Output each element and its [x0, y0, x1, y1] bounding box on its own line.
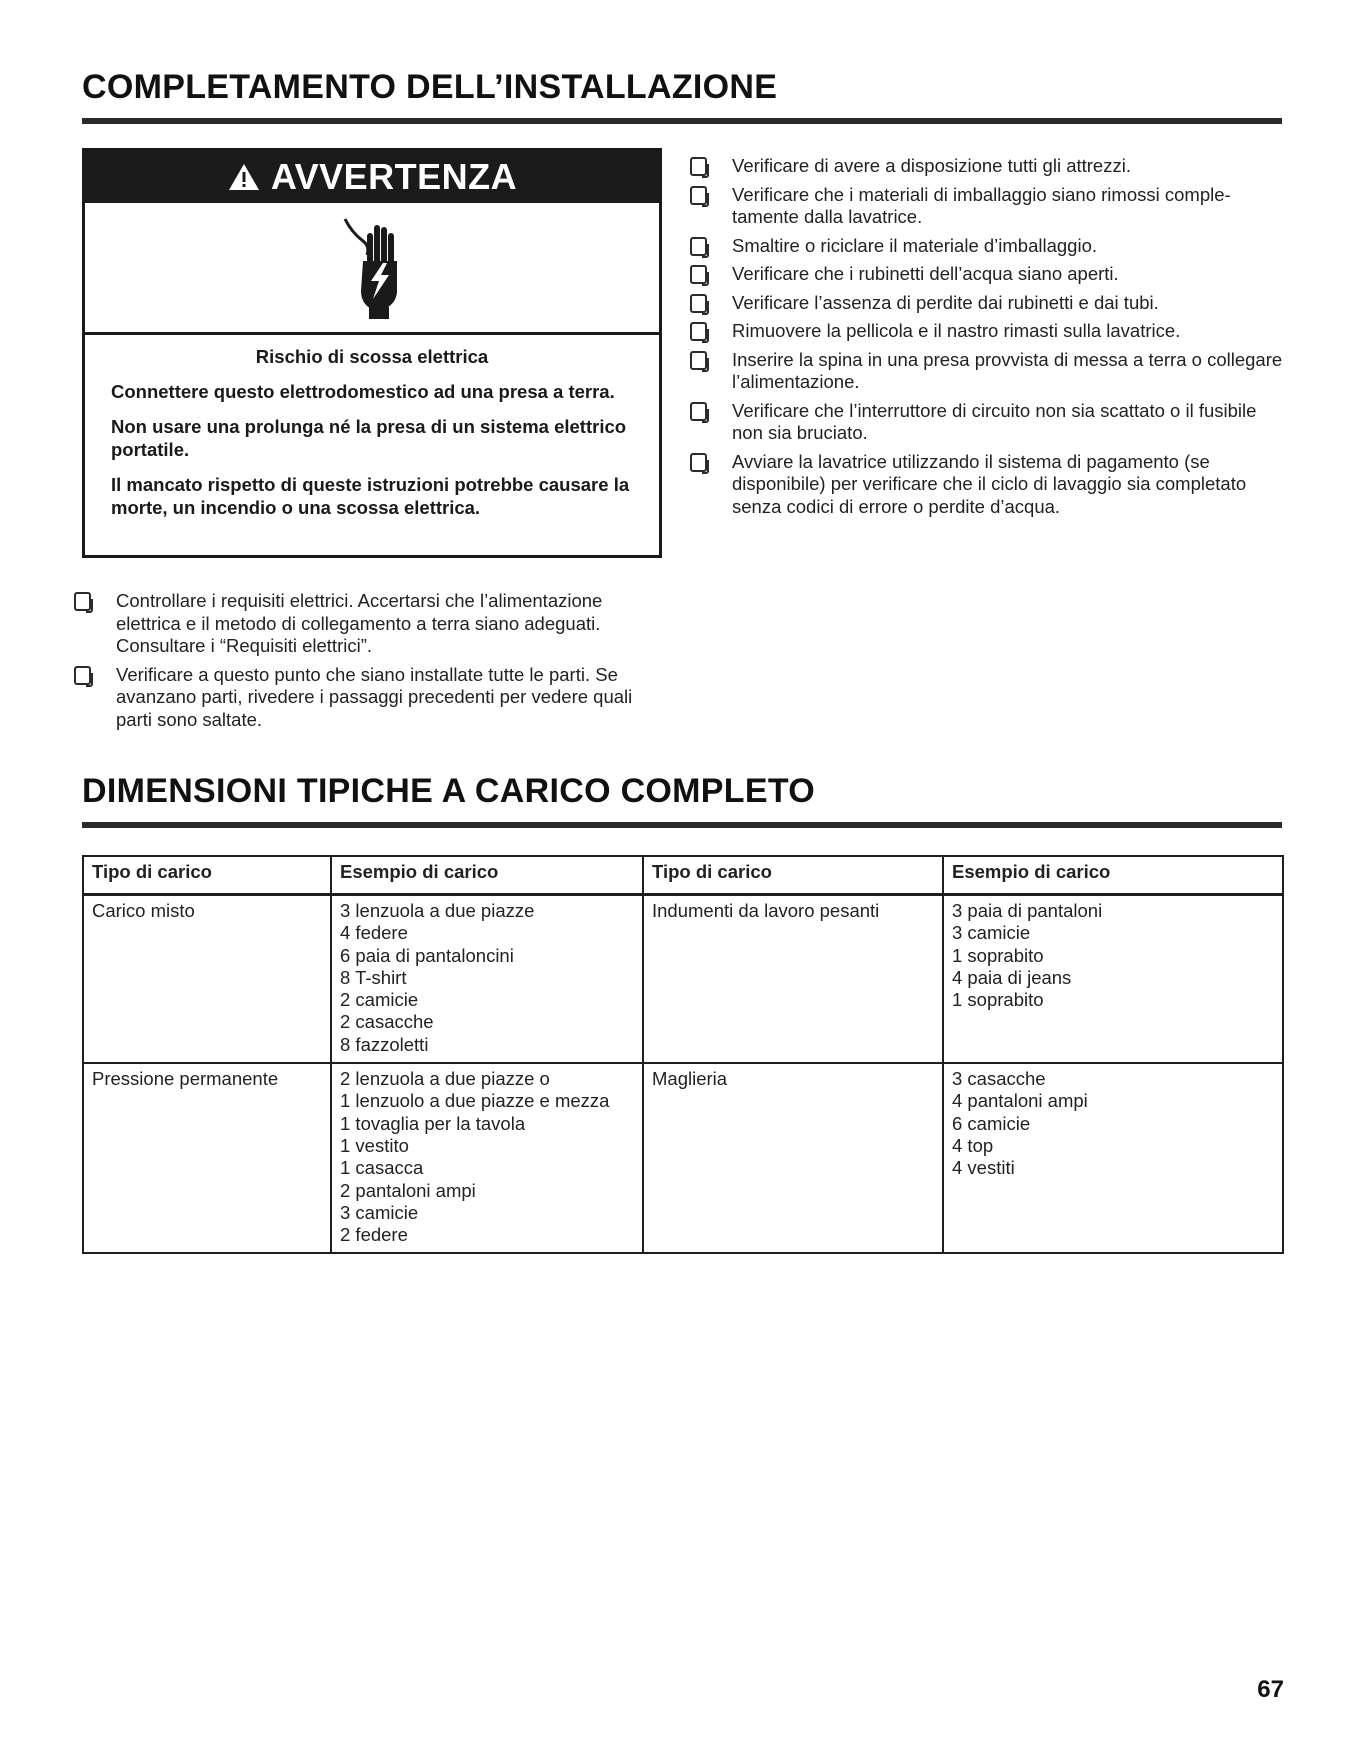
load-item: 2 casacche — [340, 1011, 434, 1033]
checklist-item-text: Controllare i requisiti elettrici. Accertarsi che l’alimentazione elettrica e il metodo di collegamento a terra siano adeguati. Consultare i “Requisiti elettrici”. — [116, 590, 603, 656]
load-item: 8 fazzoletti — [340, 1033, 429, 1055]
load-item: 1 vestito — [340, 1134, 409, 1156]
load-item: 6 camicie — [952, 1112, 1031, 1134]
warning-header — [85, 151, 659, 203]
checklist-item-text: Verificare a questo punto che siano installate tutte le parti. Se avanzano parti, rivedere i passaggi precedenti per vedere quali parti sono saltate. — [116, 663, 633, 730]
load-item: 3 casacche — [952, 1068, 1046, 1090]
checkbox-icon[interactable] — [690, 157, 707, 176]
load-item: 4 vestiti — [952, 1157, 1015, 1179]
load-type-cell: Indumenti da lavoro pesanti — [643, 895, 943, 1064]
checklist-item — [690, 292, 1290, 315]
checklist-item — [74, 590, 664, 658]
checklist-item — [690, 451, 1290, 519]
load-type-cell: Maglieria — [643, 1063, 943, 1253]
checklist-item-text: Avviare la lavatrice utilizzando il sistema di pagamento (se disponibile) per verificare che il ciclo di lavaggio sia completato senza codici di errore o perdite d’acqua. — [732, 450, 1247, 517]
warning-triangle-icon — [227, 162, 261, 192]
checklist-item — [690, 155, 1290, 178]
load-type-cell: Carico misto — [83, 895, 331, 1064]
checkbox-icon[interactable] — [690, 351, 707, 370]
checklist-item — [690, 349, 1290, 394]
left-checklist — [74, 590, 664, 731]
warning-subtitle: Rischio di scossa elettrica — [255, 346, 489, 367]
table-row — [83, 895, 1283, 1064]
load-item: 1 soprabito — [952, 989, 1044, 1011]
load-item: 4 pantaloni ampi — [952, 1090, 1088, 1112]
section-rule — [82, 822, 1282, 828]
checklist-item — [690, 235, 1290, 258]
load-item: 3 lenzuola a due piazze — [340, 900, 535, 921]
load-example-cell — [331, 895, 643, 1064]
load-item: 6 paia di pantaloncini — [340, 944, 514, 966]
table-header: Tipo di carico — [643, 856, 943, 895]
table-header-row — [83, 856, 1283, 895]
warning-paragraph-3: Il mancato rispetto di queste istruzioni potrebbe causare la morte, un incendio o una scossa elettrica. — [111, 474, 630, 518]
load-item: 3 camicie — [952, 922, 1031, 944]
warning-text — [85, 335, 659, 531]
checklist-item — [690, 263, 1290, 286]
warning-icon-area — [85, 203, 659, 335]
load-sizes-table — [82, 855, 1284, 1254]
load-item: 1 tovaglia per la tavola — [340, 1112, 526, 1134]
warning-header-label: AVVERTENZA — [270, 156, 518, 197]
section-title-dimensions: DIMENSIONI TIPICHE A CARICO COMPLETO — [82, 772, 816, 810]
checklist-item — [74, 664, 664, 732]
load-item: 4 top — [952, 1134, 994, 1156]
checkbox-icon[interactable] — [690, 322, 707, 341]
checklist-item-text: Verificare l’assenza di perdite dai rubinetti e dai tubi. — [732, 291, 1159, 313]
section-title-installation: COMPLETAMENTO DELL’INSTALLAZIONE — [82, 68, 778, 106]
load-item: 1 casacca — [340, 1157, 424, 1179]
table-header: Esempio di carico — [331, 856, 643, 895]
load-item: 1 lenzuolo a due piazze e mezza — [340, 1090, 610, 1112]
warning-paragraph-2: Non usare una prolunga né la presa di un sistema elettrico portatile. — [111, 416, 627, 460]
checklist-item-text: Verificare che l’interruttore di circuito non sia scattato o il fusibile non sia bruciato. — [732, 399, 1257, 443]
page-number: 67 — [1257, 1676, 1284, 1703]
warning-box — [82, 148, 662, 558]
checkbox-icon[interactable] — [690, 294, 707, 313]
checklist-item-text: Verificare di avere a disposizione tutti gli attrezzi. — [732, 155, 1131, 176]
load-item: 8 T-shirt — [340, 966, 407, 988]
checklist-item-text: Verificare che i materiali di imballaggio siano rimossi comple-tamente dalla lavatrice. — [732, 183, 1231, 227]
checkbox-icon[interactable] — [74, 592, 91, 611]
load-item: 3 camicie — [340, 1201, 419, 1223]
load-type-cell: Pressione permanente — [83, 1063, 331, 1253]
checklist-item — [690, 400, 1290, 445]
table-row — [83, 1063, 1283, 1253]
load-item: 4 paia di jeans — [952, 966, 1072, 988]
load-example-cell — [943, 895, 1283, 1064]
checkbox-icon[interactable] — [690, 453, 707, 472]
load-item: 1 soprabito — [952, 944, 1044, 966]
section-rule — [82, 118, 1282, 124]
checklist-item-text: Inserire la spina in una presa provvista di messa a terra o collegare l’alimentazione. — [732, 348, 1283, 392]
load-item: 2 lenzuola a due piazze o — [340, 1068, 550, 1090]
checklist-item-text: Rimuovere la pellicola e il nastro rimasti sulla lavatrice. — [732, 320, 1181, 341]
load-item: 2 camicie — [340, 989, 419, 1011]
checklist-item-text: Smaltire o riciclare il materiale d’imballaggio. — [732, 234, 1097, 256]
table-header: Tipo di carico — [83, 856, 331, 895]
electric-shock-hand-icon — [343, 213, 403, 321]
checklist-item — [690, 184, 1290, 229]
right-checklist — [690, 155, 1290, 518]
checkbox-icon[interactable] — [690, 265, 707, 284]
checklist-item-text: Verificare che i rubinetti dell’acqua siano aperti. — [732, 263, 1119, 284]
table-header: Esempio di carico — [943, 856, 1283, 895]
load-item: 2 pantaloni ampi — [340, 1179, 476, 1201]
checkbox-icon[interactable] — [74, 666, 91, 685]
checklist-item — [690, 320, 1290, 343]
load-example-cell — [943, 1063, 1283, 1253]
checkbox-icon[interactable] — [690, 186, 707, 205]
checkbox-icon[interactable] — [690, 402, 707, 421]
load-item: 3 paia di pantaloni — [952, 900, 1103, 921]
load-item: 2 federe — [340, 1224, 408, 1246]
load-example-cell — [331, 1063, 643, 1253]
load-item: 4 federe — [340, 922, 408, 944]
checkbox-icon[interactable] — [690, 237, 707, 256]
warning-paragraph-1: Connettere questo elettrodomestico ad una presa a terra. — [111, 381, 615, 402]
